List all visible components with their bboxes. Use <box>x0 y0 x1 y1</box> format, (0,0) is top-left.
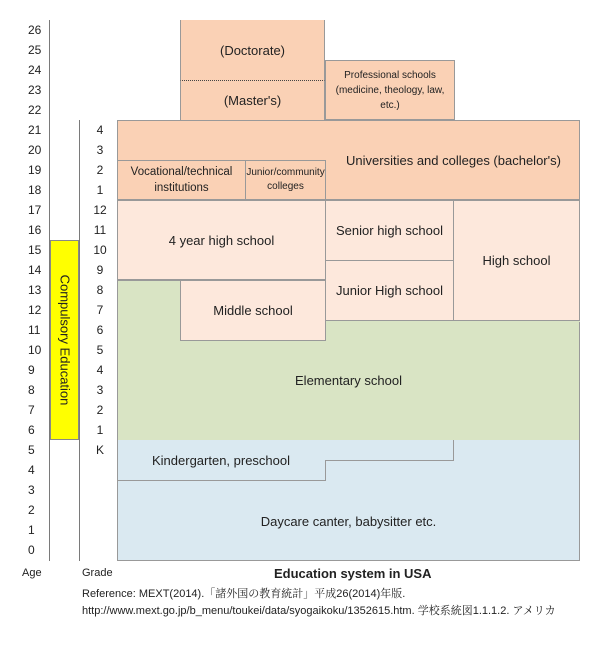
professional-schools-box <box>325 60 455 120</box>
vocational-box <box>117 160 246 200</box>
middle-school-label: Middle school <box>213 303 293 318</box>
grade-tick-label: 2 <box>96 163 104 177</box>
age-tick-label: 14 <box>28 263 42 277</box>
age-tick-label: 22 <box>28 103 42 117</box>
kindergarten-divider-mid <box>325 460 454 461</box>
professional-schools-label: Professional schools (medicine, theology, law, etc.) <box>335 69 445 111</box>
age-tick-label: 16 <box>28 223 42 237</box>
age-tick-label: 20 <box>28 143 42 157</box>
age-tick-label: 12 <box>28 303 42 317</box>
daycare-label: Daycare canter, babysitter etc. <box>260 513 437 529</box>
age-tick-label: 6 <box>28 423 35 437</box>
senior-high-school-label: Senior high school <box>336 223 443 238</box>
age-tick-label: 4 <box>28 463 35 477</box>
grade-tick-label: 8 <box>96 283 104 297</box>
kindergarten-label-box <box>117 440 325 480</box>
kindergarten-divider-right <box>453 440 454 461</box>
age-tick-label: 7 <box>28 403 35 417</box>
compulsory-education-bar <box>50 240 79 440</box>
age-tick-label: 0 <box>28 543 35 557</box>
junior-college-box <box>245 160 326 200</box>
grade-tick-label: 4 <box>96 123 104 137</box>
grade-tick-label: 7 <box>96 303 104 317</box>
age-tick-label: 24 <box>28 63 42 77</box>
masters-box <box>180 80 325 120</box>
grade-tick-label: 11 <box>93 223 107 237</box>
age-axis-title: Age <box>22 567 42 579</box>
age-tick-label: 10 <box>28 343 42 357</box>
vocational-label: Vocational/technical institutions <box>130 166 233 194</box>
four-year-high-school-box <box>117 200 326 280</box>
grade-tick-label: 6 <box>96 323 104 337</box>
age-tick-label: 18 <box>28 183 42 197</box>
diagram-title: Education system in USA <box>274 566 432 581</box>
doctorate-box <box>180 20 325 80</box>
age-tick-label: 1 <box>28 523 35 537</box>
daycare-label-box <box>117 481 580 561</box>
four-year-high-school-label: 4 year high school <box>168 232 275 248</box>
grade-tick-label: 10 <box>93 243 107 257</box>
age-tick-label: 21 <box>28 123 42 137</box>
grade-tick-label: 4 <box>96 363 104 377</box>
masters-label: (Master's) <box>223 93 282 108</box>
grade-tick-label: 9 <box>96 263 104 277</box>
reference-note: Reference: MEXT(2014).「諸外国の教育統計」平成26(2014)年版. http://www.mext.go.jp/b_menu/toukei/data/syogaikoku/1352615.htm. 学校系統図1.1.1.2. アメリカ <box>82 588 556 617</box>
high-school-label: High school <box>482 253 551 268</box>
junior-high-school-box <box>325 260 454 321</box>
age-tick-label: 8 <box>28 383 35 397</box>
age-tick-label: 23 <box>28 83 42 97</box>
age-tick-label: 13 <box>28 283 42 297</box>
age-tick-label: 19 <box>28 163 42 177</box>
kindergarten-divider-step <box>325 460 326 481</box>
age-tick-label: 11 <box>28 323 41 337</box>
compulsory-education-label: Compulsory Education <box>57 274 72 406</box>
grade-tick-label: 1 <box>96 183 104 197</box>
grade-tick-label: 3 <box>96 383 104 397</box>
grade-axis-title: Grade <box>82 567 113 579</box>
age-tick-label: 26 <box>28 23 42 37</box>
grade-tick-label: 12 <box>93 203 107 217</box>
elementary-school-label: Elementary school <box>295 372 402 388</box>
senior-high-school-box <box>325 200 454 261</box>
age-tick-label: 5 <box>28 443 35 457</box>
grade-tick-label: K <box>95 443 104 457</box>
doctorate-label: (Doctorate) <box>219 42 286 58</box>
middle-school-box <box>180 280 326 341</box>
age-tick-label: 15 <box>28 243 42 257</box>
age-tick-label: 17 <box>28 203 42 217</box>
junior-high-school-label: Junior High school <box>336 283 443 298</box>
grade-tick-label: 5 <box>96 343 104 357</box>
junior-college-label: Junior/community colleges <box>246 167 325 192</box>
age-tick-label: 2 <box>28 503 35 517</box>
universities-label: Universities and colleges (bachelor's) <box>346 152 561 168</box>
age-tick-label: 3 <box>28 483 35 497</box>
grade-axis-line <box>79 120 80 561</box>
age-tick-label: 25 <box>28 43 42 57</box>
grade-tick-label: 1 <box>96 423 104 437</box>
age-tick-label: 9 <box>28 363 35 377</box>
grade-tick-label: 2 <box>96 403 104 417</box>
elementary-right-part <box>325 320 580 322</box>
grade-tick-label: 3 <box>96 143 104 157</box>
high-school-box <box>453 200 580 321</box>
kindergarten-label: Kindergarten, preschool <box>151 452 291 468</box>
